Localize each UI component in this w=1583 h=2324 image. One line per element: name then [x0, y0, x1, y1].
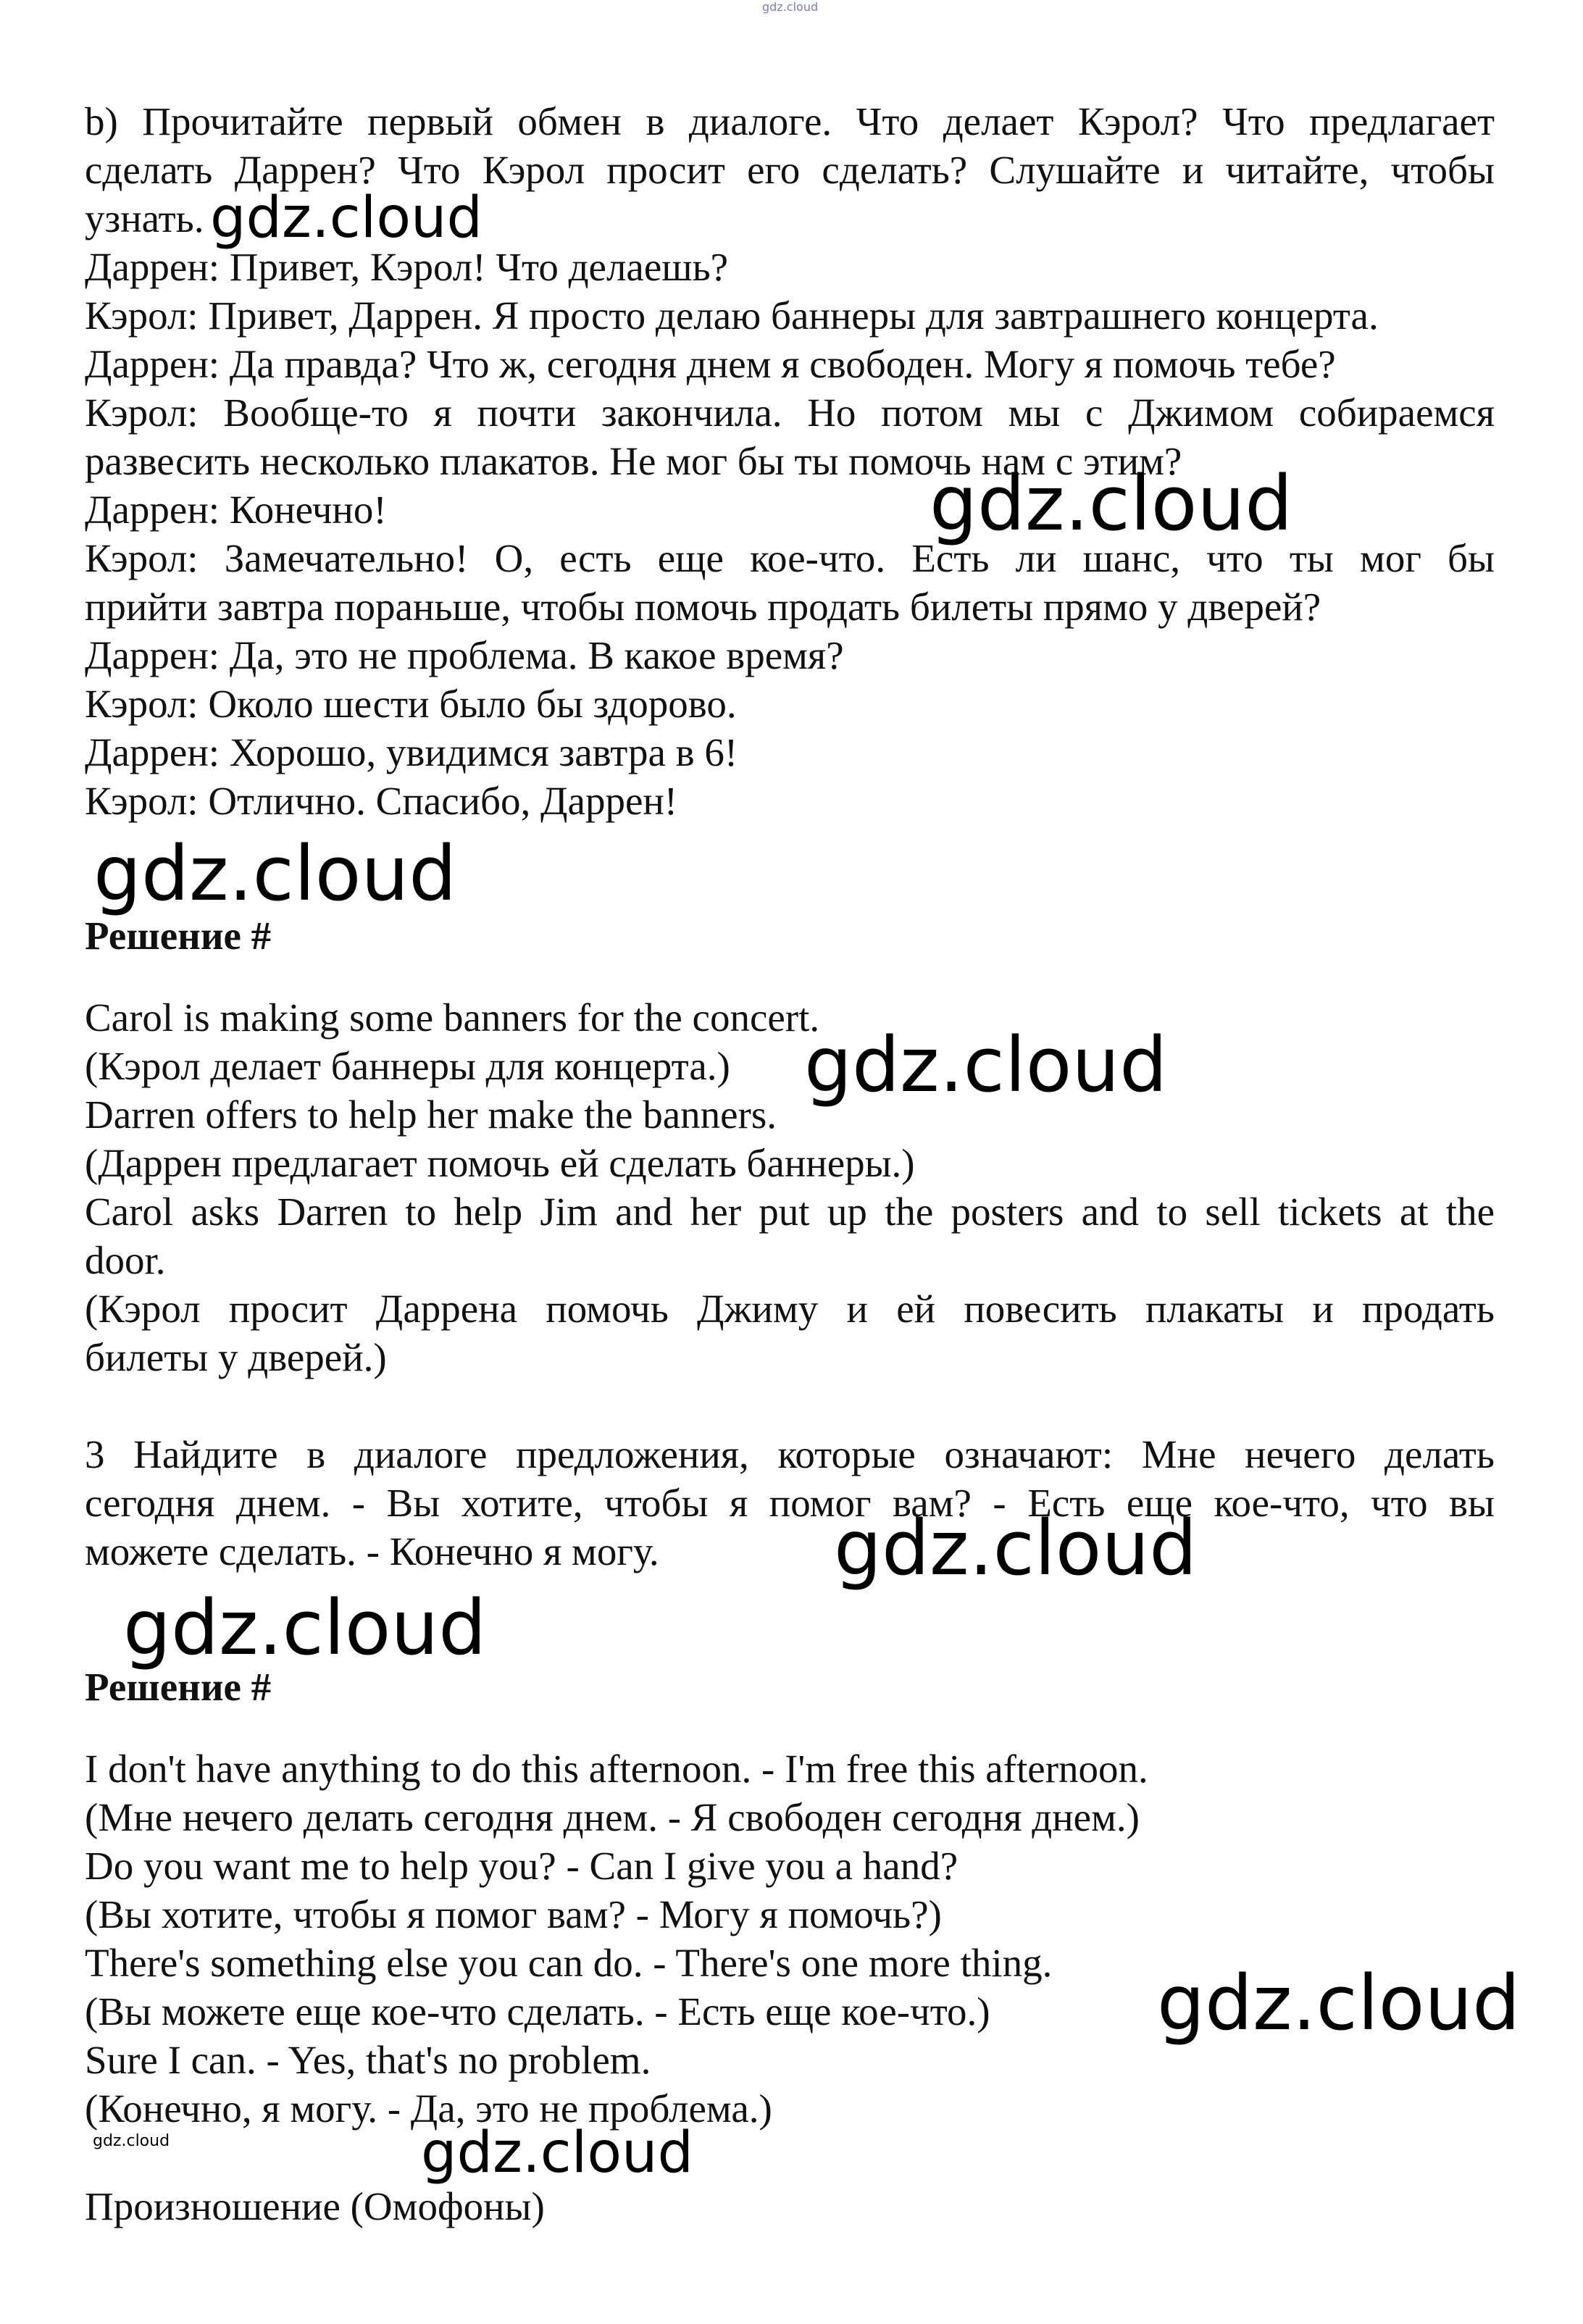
- solution-2-line-2: (Мне нечего делать сегодня днем. - Я свободен сегодня днем.): [85, 1795, 1140, 1839]
- task-b-prompt-line-2: сделать Даррен? Что Кэрол просит его сделать? Слушайте и читайте, чтобы: [85, 148, 1495, 192]
- watermark-2: gdz.cloud: [930, 459, 1293, 548]
- dialogue-line-10: Кэрол: Около шести было бы здорово.: [85, 682, 737, 726]
- solution-1-line-3: Darren offers to help her make the banners.: [85, 1092, 777, 1137]
- solution-2-heading: Решение #: [85, 1665, 272, 1709]
- solution-1-line-5: Carol asks Darren to help Jim and her put up the posters and to sell tickets at the: [85, 1190, 1495, 1234]
- watermark-top: gdz.cloud: [762, 0, 819, 14]
- dialogue-line-6: Даррен: Конечно!: [85, 488, 387, 532]
- solution-2-line-1: I don't have anything to do this afternoon. - I'm free this afternoon.: [85, 1747, 1148, 1791]
- watermark-9: gdz.cloud: [421, 2120, 693, 2186]
- task-3-line-3: можете сделать. - Конечно я могу.: [85, 1529, 659, 1573]
- dialogue-line-12: Кэрол: Отлично. Спасибо, Даррен!: [85, 779, 678, 823]
- task-3-line-2: сегодня днем. - Вы хотите, чтобы я помог вам? - Есть еще кое-что, что вы: [85, 1481, 1495, 1525]
- watermark-6: gdz.cloud: [123, 1584, 487, 1672]
- watermark-5: gdz.cloud: [834, 1504, 1198, 1592]
- solution-2-line-6: (Вы можете еще кое-что сделать. - Есть еще кое-что.): [85, 1989, 990, 2034]
- solution-1-line-4: (Даррен предлагает помочь ей сделать баннеры.): [85, 1141, 915, 1185]
- solution-1-line-7: (Кэрол просит Даррена помочь Джиму и ей повесить плакаты и продать: [85, 1287, 1495, 1331]
- dialogue-line-7: Кэрол: Замечательно! О, есть еще кое-что. Есть ли шанс, что ты мог бы: [85, 536, 1495, 580]
- solution-1-line-6: door.: [85, 1238, 166, 1282]
- solution-1-line-1: Carol is making some banners for the concert.: [85, 995, 820, 1040]
- pronunciation-heading: Произношение (Омофоны): [85, 2184, 545, 2228]
- dialogue-line-1: Даррен: Привет, Кэрол! Что делаешь?: [85, 245, 729, 289]
- watermark-4: gdz.cloud: [804, 1021, 1168, 1109]
- solution-2-line-3: Do you want me to help you? - Can I give you a hand?: [85, 1844, 958, 1888]
- task-b-prompt-line-1: b) Прочитайте первый обмен в диалоге. Что делает Кэрол? Что предлагает: [85, 99, 1495, 143]
- watermark-1: gdz.cloud: [210, 185, 483, 251]
- solution-1-line-8: билеты у дверей.): [85, 1335, 387, 1379]
- solution-1-line-2: (Кэрол делает баннеры для концерта.): [85, 1044, 730, 1088]
- dialogue-line-3: Даррен: Да правда? Что ж, сегодня днем я свободен. Могу я помочь тебе?: [85, 342, 1336, 386]
- dialogue-line-4: Кэрол: Вообще-то я почти закончила. Но потом мы с Джимом собираемся: [85, 390, 1495, 435]
- watermark-7: gdz.cloud: [1157, 1959, 1521, 2047]
- solution-1-heading: Решение #: [85, 914, 272, 958]
- dialogue-line-5: развесить несколько плакатов. Не мог бы ты помочь нам с этим?: [85, 439, 1182, 483]
- task-b-prompt-line-3: узнать.: [85, 196, 204, 241]
- dialogue-line-9: Даррен: Да, это не проблема. В какое время?: [85, 633, 844, 677]
- task-3-line-1: 3 Найдите в диалоге предложения, которые означают: Мне нечего делать: [85, 1432, 1495, 1476]
- solution-2-line-8: (Конечно, я могу. - Да, это не проблема.): [85, 2086, 772, 2131]
- watermark-8: gdz.cloud: [93, 2132, 170, 2150]
- solution-2-line-5: There's something else you can do. - There's one more thing.: [85, 1941, 1053, 1985]
- solution-2-line-4: (Вы хотите, чтобы я помог вам? - Могу я помочь?): [85, 1892, 942, 1936]
- watermark-3: gdz.cloud: [93, 829, 457, 918]
- dialogue-line-8: прийти завтра пораньше, чтобы помочь продать билеты прямо у дверей?: [85, 585, 1321, 629]
- solution-2-line-7: Sure I can. - Yes, that's no problem.: [85, 2038, 651, 2082]
- dialogue-line-11: Даррен: Хорошо, увидимся завтра в 6!: [85, 730, 738, 774]
- dialogue-line-2: Кэрол: Привет, Даррен. Я просто делаю баннеры для завтрашнего концерта.: [85, 293, 1379, 338]
